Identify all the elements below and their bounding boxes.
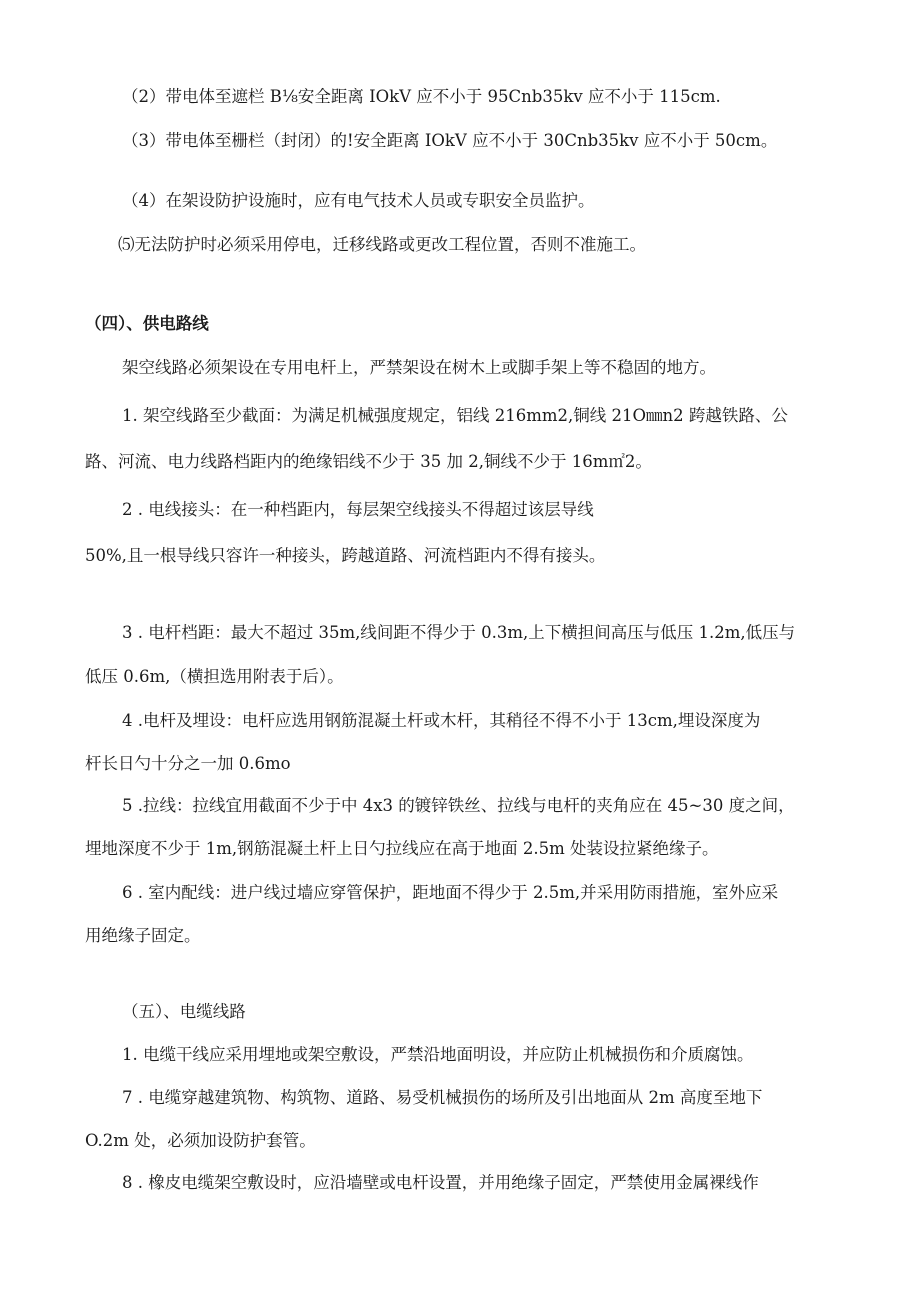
- section-4-item-2b: 50%,且一根导线只容许一种接头，跨越道路、河流档距内不得有接头。: [85, 546, 606, 565]
- item-5-line: ⑸无法防护时必须采用停电，迁移线路或更改工程位置，否则不准施工。: [118, 235, 646, 254]
- section-4-item-5b: 埋地深度不少于 1m,钢筋混凝土杆上日勺拉线应在高于地面 2.5m 处装设拉紧绝缘子。: [85, 839, 719, 858]
- section-4-item-3a: 3 . 电杆档距：最大不超过 35m,线间距不得少于 0.3m,上下横担间高压与低压 1.2m,低压与: [122, 623, 796, 642]
- item-3-line: （3）带电体至栅栏（封闭）的!安全距离 IOkV 应不小于 30Cnb35kv 应不小于 50cm。: [122, 131, 778, 150]
- section-4-item-4b: 杆长日勺十分之一加 0.6mo: [85, 754, 291, 773]
- section-4-item-4a: 4 .电杆及埋设：电杆应选用钢筋混凝土杆或木杆，其稍径不得不小于 13cm,埋设深度为: [122, 711, 761, 730]
- section-4-item-6a: 6 . 室内配线：进户线过墙应穿管保护，距地面不得少于 2.5m,并采用防雨措施，室外应采: [122, 883, 779, 902]
- section-4-item-3b: 低压 0.6m,（横担选用附表于后）。: [85, 667, 344, 686]
- item-2-line: （2）带电体至遮栏 B⅛安全距离 IOkV 应不小于 95Cnb35kv 应不小于 115cm.: [122, 87, 721, 106]
- section-5-item-8a: 8 . 橡皮电缆架空敷设时，应沿墙壁或电杆设置，并用绝缘子固定，严禁使用金属裸线作: [122, 1173, 759, 1192]
- section-5-item-7a: 7 . 电缆穿越建筑物、构筑物、道路、易受机械损伤的场所及引出地面从 2m 高度至地下: [122, 1088, 763, 1107]
- section-4-item-1b: 路、河流、电力线路档距内的绝缘铝线不少于 35 加 2,铜线不少于 16m㎡2。: [85, 452, 652, 471]
- section-5-heading: （五）、电缆线路: [122, 1002, 246, 1021]
- section-4-item-1a: 1. 架空线路至少截面：为满足机械强度规定，铝线 216mm2,铜线 21O㎜n2 跨越铁路、公: [122, 406, 788, 425]
- item-4-line: （4）在架设防护设施时，应有电气技术人员或专职安全员监护。: [122, 191, 595, 210]
- section-5-item-1: 1. 电缆干线应采用埋地或架空敷设，严禁沿地面明设，并应防止机械损伤和介质腐蚀。: [122, 1045, 754, 1064]
- section-4-item-6b: 用绝缘子固定。: [85, 926, 201, 945]
- section-4-item-5a: 5 .拉线：拉线宜用截面不少于中 4x3 的镀锌铁丝、拉线与电杆的夹角应在 45~30 度之间，: [122, 796, 795, 815]
- section-4-heading: （四）、供电路线: [85, 314, 209, 333]
- section-4-item-2a: 2 . 电线接头：在一种档距内，每层架空线接头不得超过该层导线: [122, 500, 594, 519]
- section-5-item-7b: O.2m 处，必须加设防护套管。: [85, 1131, 316, 1150]
- section-4-intro: 架空线路必须架设在专用电杆上，严禁架设在树木上或脚手架上等不稳固的地方。: [122, 358, 716, 377]
